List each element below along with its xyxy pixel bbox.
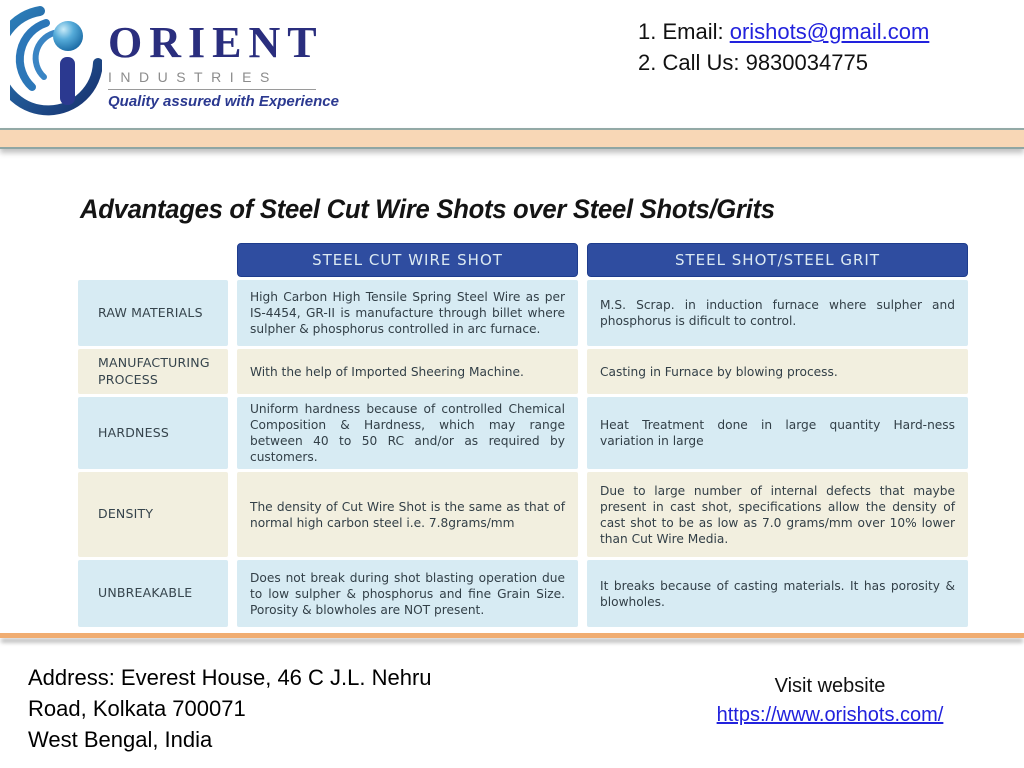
column-header-cut-wire-shot: STEEL CUT WIRE SHOT xyxy=(237,243,578,277)
cell-manufacturing-cast-shot: Casting in Furnace by blowing process. xyxy=(587,349,968,394)
cell-hardness-cut-wire: Uniform hardness because of controlled Chemical Composition & Hardness, which may range between 40 to 50 RC and/or as required by customers. xyxy=(237,397,578,469)
row-label-unbreakable: UNBREAKABLE xyxy=(78,560,228,627)
contact-phone-line: 2. Call Us: 9830034775 xyxy=(638,50,868,75)
address-line-1: Address: Everest House, 46 C J.L. Nehru xyxy=(28,665,432,690)
header-divider-bar xyxy=(0,128,1024,149)
visit-website-label: Visit website xyxy=(774,675,886,697)
cell-density-cut-wire: The density of Cut Wire Shot is the same as that of normal high carbon steel i.e. 7.8grams/mm xyxy=(237,472,578,557)
cell-manufacturing-cut-wire: With the help of Imported Sheering Machine. xyxy=(237,349,578,394)
comparison-table xyxy=(78,243,968,627)
orient-logo-icon xyxy=(10,5,102,117)
address-line-2: Road, Kolkata 700071 xyxy=(28,696,246,721)
cell-unbreakable-cut-wire: Does not break during shot blasting operation due to low sulpher & phosphorus and fine Grain Size. Porosity & blowholes are NOT present. xyxy=(237,560,578,627)
contact-info xyxy=(638,16,929,78)
contact-email-line xyxy=(638,16,929,47)
row-label-hardness: HARDNESS xyxy=(78,397,228,469)
cell-density-cast-shot: Due to large number of internal defects that maybe present in cast shot, specifications allow the density of cast shot to be as low as 7.0 grams/mm over 10% lower than Cut Wire Media. xyxy=(587,472,968,557)
email-link[interactable]: orishots@gmail.com xyxy=(729,19,930,44)
cell-hardness-cast-shot: Heat Treatment done in large quantity Hard-ness variation in large xyxy=(587,397,968,469)
cell-raw-materials-cast-shot: M.S. Scrap. in induction furnace where sulpher and phosphorus is dificult to control. xyxy=(587,280,968,346)
brand-subname: INDUSTRIES xyxy=(108,69,278,85)
logo-text xyxy=(108,5,339,110)
table-corner-empty xyxy=(78,243,228,277)
address-block xyxy=(28,662,432,755)
visit-website-block xyxy=(640,672,1020,730)
row-label-density: DENSITY xyxy=(78,472,228,557)
footer-divider-bar xyxy=(0,633,1024,638)
website-link[interactable]: https://www.orishots.com/ xyxy=(716,704,944,726)
brand-divider xyxy=(108,89,316,90)
cell-unbreakable-cast-shot: It breaks because of casting materials. It has porosity & blowholes. xyxy=(587,560,968,627)
brand-tagline: Quality assured with Experience xyxy=(108,93,339,110)
row-label-raw-materials: RAW MATERIALS xyxy=(78,280,228,346)
cell-raw-materials-cut-wire: High Carbon High Tensile Spring Steel Wire as per IS-4454, GR-II is manufacture through billet where sulpher & phosphorus controlled in arc furnace. xyxy=(237,280,578,346)
column-header-steel-shot-grit: STEEL SHOT/STEEL GRIT xyxy=(587,243,968,277)
brand-name: ORIENT xyxy=(108,18,324,67)
email-label: 1. Email: xyxy=(638,19,730,44)
row-label-manufacturing-process: MANUFACTURING PROCESS xyxy=(78,349,228,394)
slide-title: Advantages of Steel Cut Wire Shots over Steel Shots/Grits xyxy=(80,194,775,224)
orient-logo xyxy=(10,5,339,117)
address-line-3: West Bengal, India xyxy=(28,727,213,752)
